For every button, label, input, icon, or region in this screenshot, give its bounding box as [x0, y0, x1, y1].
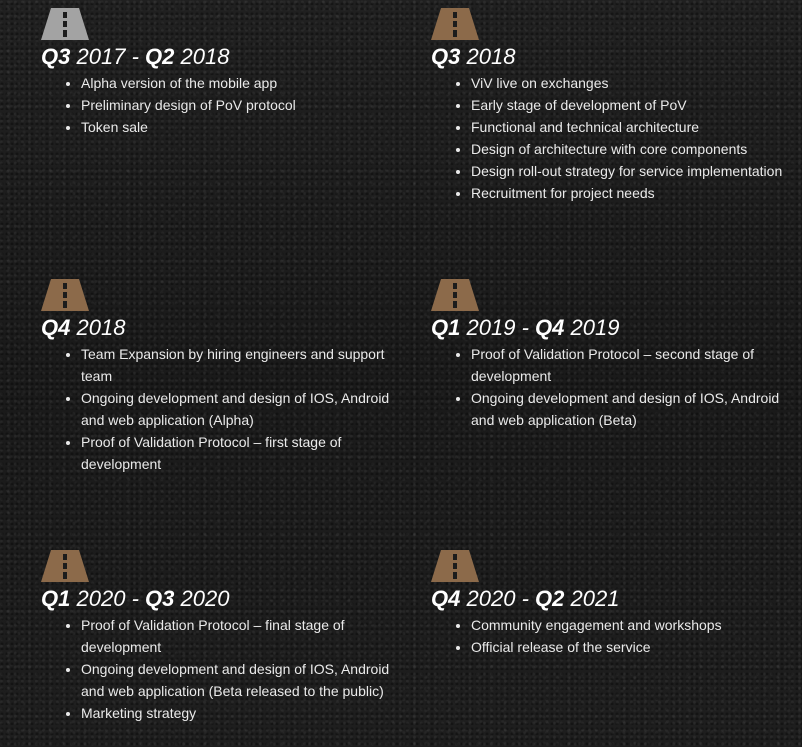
milestone-period [431, 44, 801, 70]
list-item: • Early stage of development of PoV [471, 94, 801, 116]
list-item: • Community engagement and workshops [471, 614, 801, 636]
end-year: 2018 [180, 44, 230, 69]
milestone-period [431, 315, 801, 341]
list-item: • Official release of the service [471, 636, 801, 658]
road-icon [41, 8, 89, 40]
list-item: • Ongoing development and design of IOS, Android and web application (Alpha) [81, 387, 411, 431]
start-quarter: Q1 [431, 315, 461, 340]
period-separator: - [521, 315, 529, 340]
list-item: • Design of architecture with core components [471, 138, 801, 160]
period-separator: - [131, 586, 139, 611]
list-item: • Token sale [81, 116, 411, 138]
road-icon [431, 279, 479, 311]
start-year: 2019 [466, 315, 516, 340]
milestone-period [431, 586, 801, 612]
period-separator: - [521, 586, 529, 611]
milestone-items [431, 72, 801, 204]
end-year: 2019 [570, 315, 620, 340]
list-item: • Team Expansion by hiring engineers and support team [81, 343, 411, 387]
end-quarter: Q2 [535, 586, 565, 611]
start-year: 2020 [466, 586, 516, 611]
milestone-q1-2019-q4-2019 [431, 279, 801, 431]
milestone-q4-2020-q2-2021 [431, 550, 801, 658]
milestone-items [41, 614, 411, 724]
road-icon [41, 279, 89, 311]
list-item: • Functional and technical architecture [471, 116, 801, 138]
end-quarter: Q4 [535, 315, 565, 340]
start-year: 2018 [76, 315, 126, 340]
road-icon [431, 550, 479, 582]
milestone-q4-2018 [41, 279, 411, 475]
end-quarter: Q3 [145, 586, 175, 611]
road-icon [431, 8, 479, 40]
milestone-q3-2017-q2-2018 [41, 8, 411, 138]
list-item: • Ongoing development and design of IOS, Android and web application (Beta) [471, 387, 801, 431]
start-quarter: Q3 [431, 44, 461, 69]
period-separator: - [131, 44, 139, 69]
list-item: • Proof of Validation Protocol – final stage of development [81, 614, 411, 658]
road-icon [41, 550, 89, 582]
milestone-items [431, 614, 801, 658]
list-item: • Proof of Validation Protocol – second stage of development [471, 343, 801, 387]
list-item: • Design roll-out strategy for service implementation [471, 160, 801, 182]
list-item: • Preliminary design of PoV protocol [81, 94, 411, 116]
start-quarter: Q1 [41, 586, 71, 611]
list-item: • ViV live on exchanges [471, 72, 801, 94]
milestone-period [41, 586, 411, 612]
start-quarter: Q4 [41, 315, 71, 340]
milestone-q3-2018 [431, 8, 801, 204]
start-year: 2018 [466, 44, 516, 69]
end-year: 2021 [570, 586, 620, 611]
milestone-period [41, 44, 411, 70]
list-item: • Proof of Validation Protocol – first stage of development [81, 431, 411, 475]
list-item: • Ongoing development and design of IOS, Android and web application (Beta released to the public) [81, 658, 411, 702]
start-quarter: Q4 [431, 586, 461, 611]
milestone-items [41, 72, 411, 138]
list-item: • Alpha version of the mobile app [81, 72, 411, 94]
milestone-period [41, 315, 411, 341]
milestone-q1-2020-q3-2020 [41, 550, 411, 724]
milestone-items [41, 343, 411, 475]
start-year: 2017 [76, 44, 126, 69]
list-item: • Marketing strategy [81, 702, 411, 724]
start-year: 2020 [76, 586, 126, 611]
end-quarter: Q2 [145, 44, 175, 69]
end-year: 2020 [180, 586, 230, 611]
start-quarter: Q3 [41, 44, 71, 69]
milestone-items [431, 343, 801, 431]
list-item: • Recruitment for project needs [471, 182, 801, 204]
